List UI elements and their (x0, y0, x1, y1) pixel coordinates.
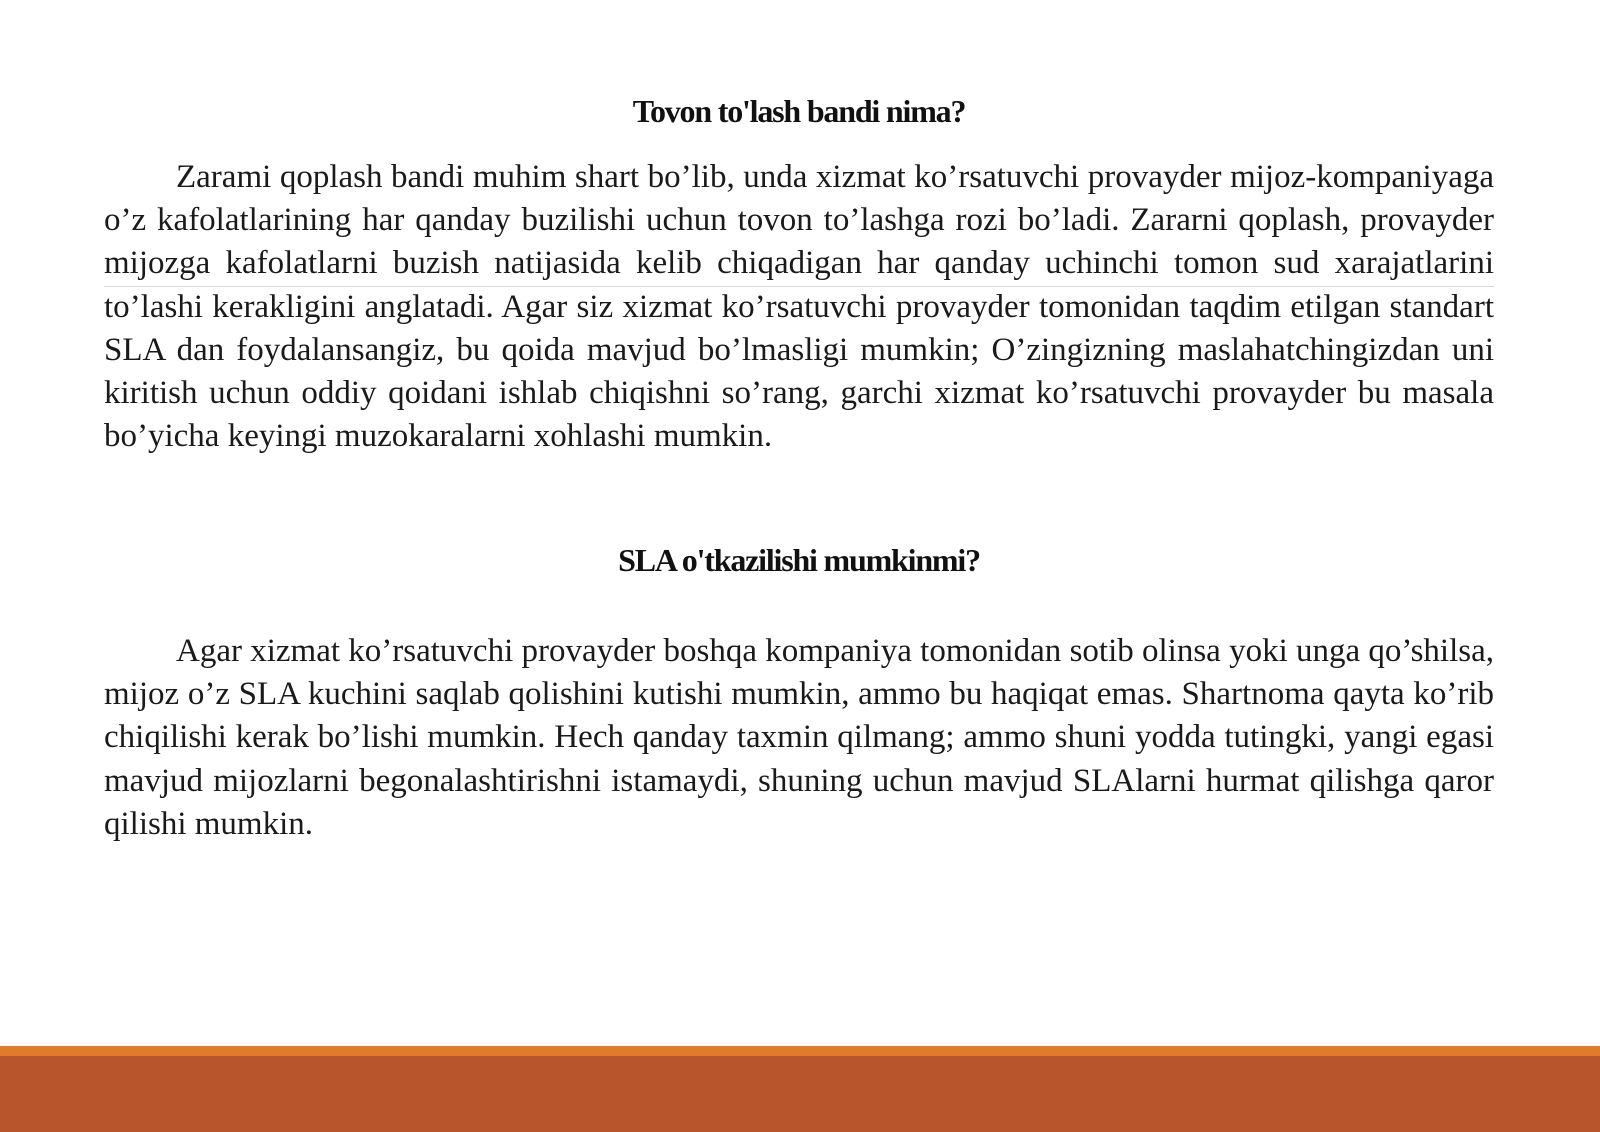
section-paragraph-indemnification: Zarami qoplash bandi muhim shart bo’lib, unda xizmat ko’rsatuvchi provayder mijoz-kompaniyaga o’z kafolatlarining har qanday buzilishi uchun tovon to’lashga rozi bo’ladi. Zararni qoplash, provayder mijozga kafolatlarni buzish natijasida kelib chiqadigan har qanday uchinchi tomon sud xarajatlarini to’lashi kerakligini anglatadi. Agar siz xizmat ko’rsatuvchi provayder tomonidan taqdim etilgan standart SLA dan foydalansangiz, bu qoida mavjud bo’lmasligi mumkin; O’zingizning maslahatchingizdan uni kiritish uchun oddiy qoidani ishlab chiqishni so’rang, garchi xizmat ko’rsatuvchi provayder bu masala bo’yicha keyingi muzokaralarni xohlashi mumkin. (104, 159, 1494, 455)
footer-color-bar (0, 1056, 1600, 1132)
section-paragraph-sla-transfer: Agar xizmat ko’rsatuvchi provayder boshqa kompaniya tomonidan sotib olinsa yoki unga qo’shilsa, mijoz o’z SLA kuchini saqlab qolishini kutishi mumkin, ammo bu haqiqat emas. Shartnoma qayta ko’rib chiqilishi kerak bo’lishi mumkin. Hech qanday taxmin qilmang; ammo shuni yodda tutingki, yangi egasi mavjud mijozlarni begonalashtirishni istamaydi, shuning uchun mavjud SLAlarni hurmat qilishga qaror qilishi mumkin. (104, 633, 1494, 842)
divider-line (104, 286, 1494, 287)
section-heading-indemnification: Tovon to'lash bandi nima? (632, 93, 966, 129)
footer-accent-stripe (0, 1046, 1600, 1056)
section-heading-sla-transfer: SLA o'tkazilishi mumkinmi? (618, 542, 980, 578)
footer-band (0, 1046, 1600, 1132)
